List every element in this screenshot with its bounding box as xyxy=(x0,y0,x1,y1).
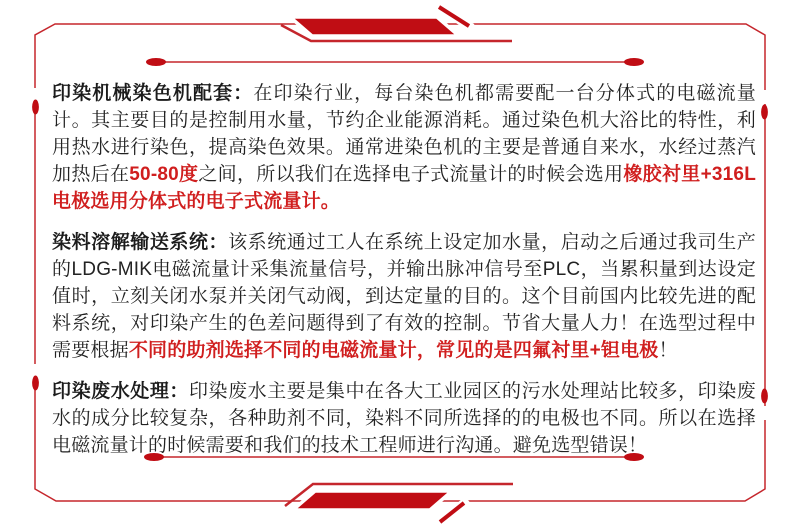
paragraph-wastewater-treatment xyxy=(52,378,756,459)
text-run: 该系统通过工人在系统上设定加水量，启动之后通过我司生产的LDG-MIK电磁流量计采集流量信号，并输出脉冲信号至PLC，当累积量到达设定值时，立刻关闭水泵并关闭气动阀，到达定量的目的。这个目前国内比较先进的配料系统，对印染产生的色差问题得到了有效的控制。节省大量人力！在选型过程中需要根据 xyxy=(52,232,756,361)
article-content xyxy=(52,80,756,459)
top-rule-left-dot xyxy=(146,58,166,66)
highlight-run: 50-80度 xyxy=(129,164,199,185)
highlight-run: 橡胶衬里+316L电极选用分体式的电子式流量计。 xyxy=(52,164,757,212)
right-border-teardrop-top xyxy=(761,105,768,120)
bottom-banner-slash xyxy=(440,503,464,522)
text-run: 之间，所以我们在选择电子式流量计的时候会选用 xyxy=(198,164,624,185)
left-border-gap-top xyxy=(31,88,39,100)
right-border-gap-bottom xyxy=(761,406,769,420)
paragraph-dye-dissolving-delivery xyxy=(52,229,756,364)
top-rule-right-dot xyxy=(624,58,644,66)
text-run: 印染废水主要是集中在各大工业园区的污水处理站比较多，印染废水的成分比较复杂，各种助剂不同，染料不同所选择的的电极也不同。所以在选择电磁流量计的时候需要和我们的技术工程师进行沟通。避免选型错误！ xyxy=(52,381,756,456)
bottom-banner-parallelogram xyxy=(293,491,452,510)
paragraph-dyeing-machine-matching xyxy=(52,80,756,215)
left-border-teardrop-bottom xyxy=(32,376,39,391)
left-border-gap-bottom xyxy=(31,364,39,376)
text-run: ！ xyxy=(658,340,678,361)
highlight-run: 不同的助剂选择不同的电磁流量计，常见的是四氟衬里+钽电极 xyxy=(128,340,659,361)
left-border-teardrop-top xyxy=(32,100,39,115)
top-banner-parallelogram xyxy=(290,17,459,36)
paragraph-heading: 印染废水处理： xyxy=(52,381,189,402)
paragraph-heading: 染料溶解输送系统： xyxy=(52,232,229,253)
right-border-gap-top xyxy=(761,90,769,104)
paragraph-heading: 印染机械染色机配套： xyxy=(52,83,254,104)
right-border-teardrop-bottom xyxy=(761,389,768,404)
text-run: 在印染行业，每台染色机都需要配一台分体式的电磁流量计。其主要目的是控制用水量，节约企业能源消耗。通过染色机大浴比的特性，利用热水进行染色，提高染色效果。通常进染色机的主要是普通自来水，水经过蒸汽加热后在 xyxy=(52,83,756,185)
